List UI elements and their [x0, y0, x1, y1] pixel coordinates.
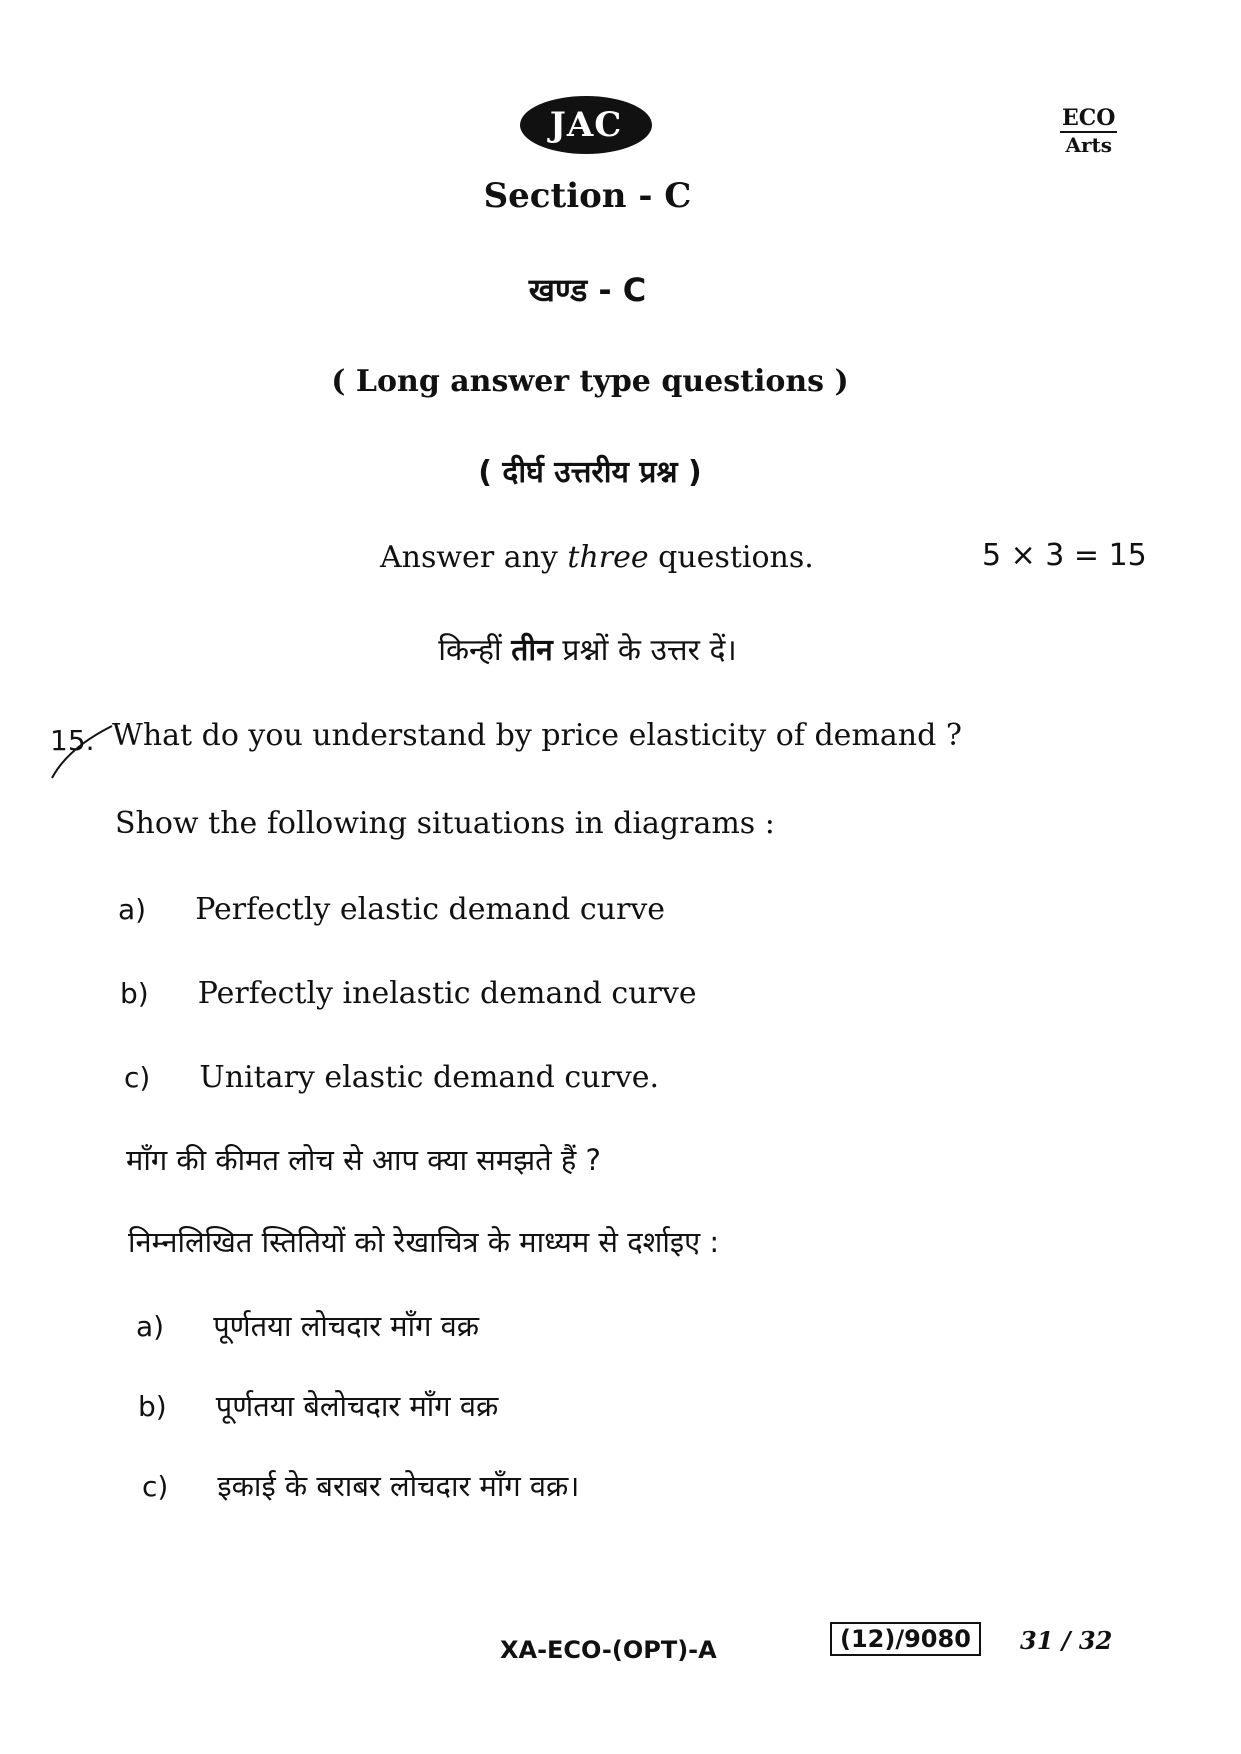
option-letter: b) — [138, 1390, 167, 1423]
logo-text: JAC — [549, 105, 623, 145]
option-en-b — [120, 976, 697, 1011]
option-letter: c) — [142, 1470, 169, 1503]
question-text-hi: माँग की कीमत लोच से आप क्या समझते हैं ? — [126, 1143, 601, 1177]
option-en-c — [124, 1060, 659, 1095]
instruction-en-prefix: Answer any — [380, 540, 568, 575]
subject-tag-bottom: Arts — [1065, 133, 1112, 158]
instruction-hi-prefix: किन्हीं — [438, 633, 512, 668]
marks-allocation: 5 × 3 = 15 — [982, 538, 1147, 573]
section-title-hi: खण्ड - C — [528, 271, 647, 309]
subject-tag-top: ECO — [1060, 106, 1117, 133]
instruction-en-emphasis: three — [567, 540, 649, 575]
instruction-hi-suffix: प्रश्नों के उत्तर दें। — [552, 633, 737, 668]
option-hi-c — [142, 1466, 579, 1505]
jac-logo — [520, 96, 652, 154]
option-letter: a) — [118, 893, 147, 926]
option-hi-a — [136, 1306, 479, 1345]
instruction-hi-bold: तीन — [511, 633, 553, 668]
question-number: 15. — [50, 724, 95, 757]
section-title-en: Section - C — [483, 176, 692, 216]
instruction-en-suffix: questions. — [648, 540, 814, 575]
option-text: पूर्णतया लोचदार माँग वक्र — [213, 1309, 480, 1343]
option-letter: c) — [124, 1061, 151, 1094]
option-text: इकाई के बराबर लोचदार माँग वक्र। — [217, 1469, 580, 1503]
question-subtext-en: Show the following situations in diagrams : — [115, 806, 775, 841]
option-text: Unitary elastic demand curve. — [199, 1060, 660, 1095]
question-type-hi: ( दीर्घ उत्तरीय प्रश्न ) — [478, 455, 702, 490]
option-letter: b) — [120, 977, 149, 1010]
question-text-en: What do you understand by price elasticity of demand ? — [112, 718, 962, 753]
option-letter: a) — [136, 1310, 165, 1343]
option-en-a — [118, 892, 665, 927]
paper-code: XA-ECO-(OPT)-A — [500, 1636, 717, 1664]
page-number: 31 / 32 — [1020, 1626, 1113, 1655]
option-text: Perfectly elastic demand curve — [195, 892, 666, 927]
paper-box-code: (12)/9080 — [830, 1622, 981, 1656]
option-text: पूर्णतया बेलोचदार माँग वक्र — [215, 1389, 499, 1423]
option-text: Perfectly inelastic demand curve — [197, 976, 697, 1011]
checkmark-icon — [50, 722, 120, 782]
question-subtext-hi: निम्नलिखित स्तितियों को रेखाचित्र के माध्यम से दर्शाइए : — [128, 1225, 720, 1259]
option-hi-b — [138, 1386, 498, 1425]
instruction-hi — [0, 628, 1175, 669]
subject-tag — [1060, 106, 1117, 156]
question-type-en: ( Long answer type questions ) — [331, 364, 849, 399]
instruction-en — [380, 540, 814, 575]
